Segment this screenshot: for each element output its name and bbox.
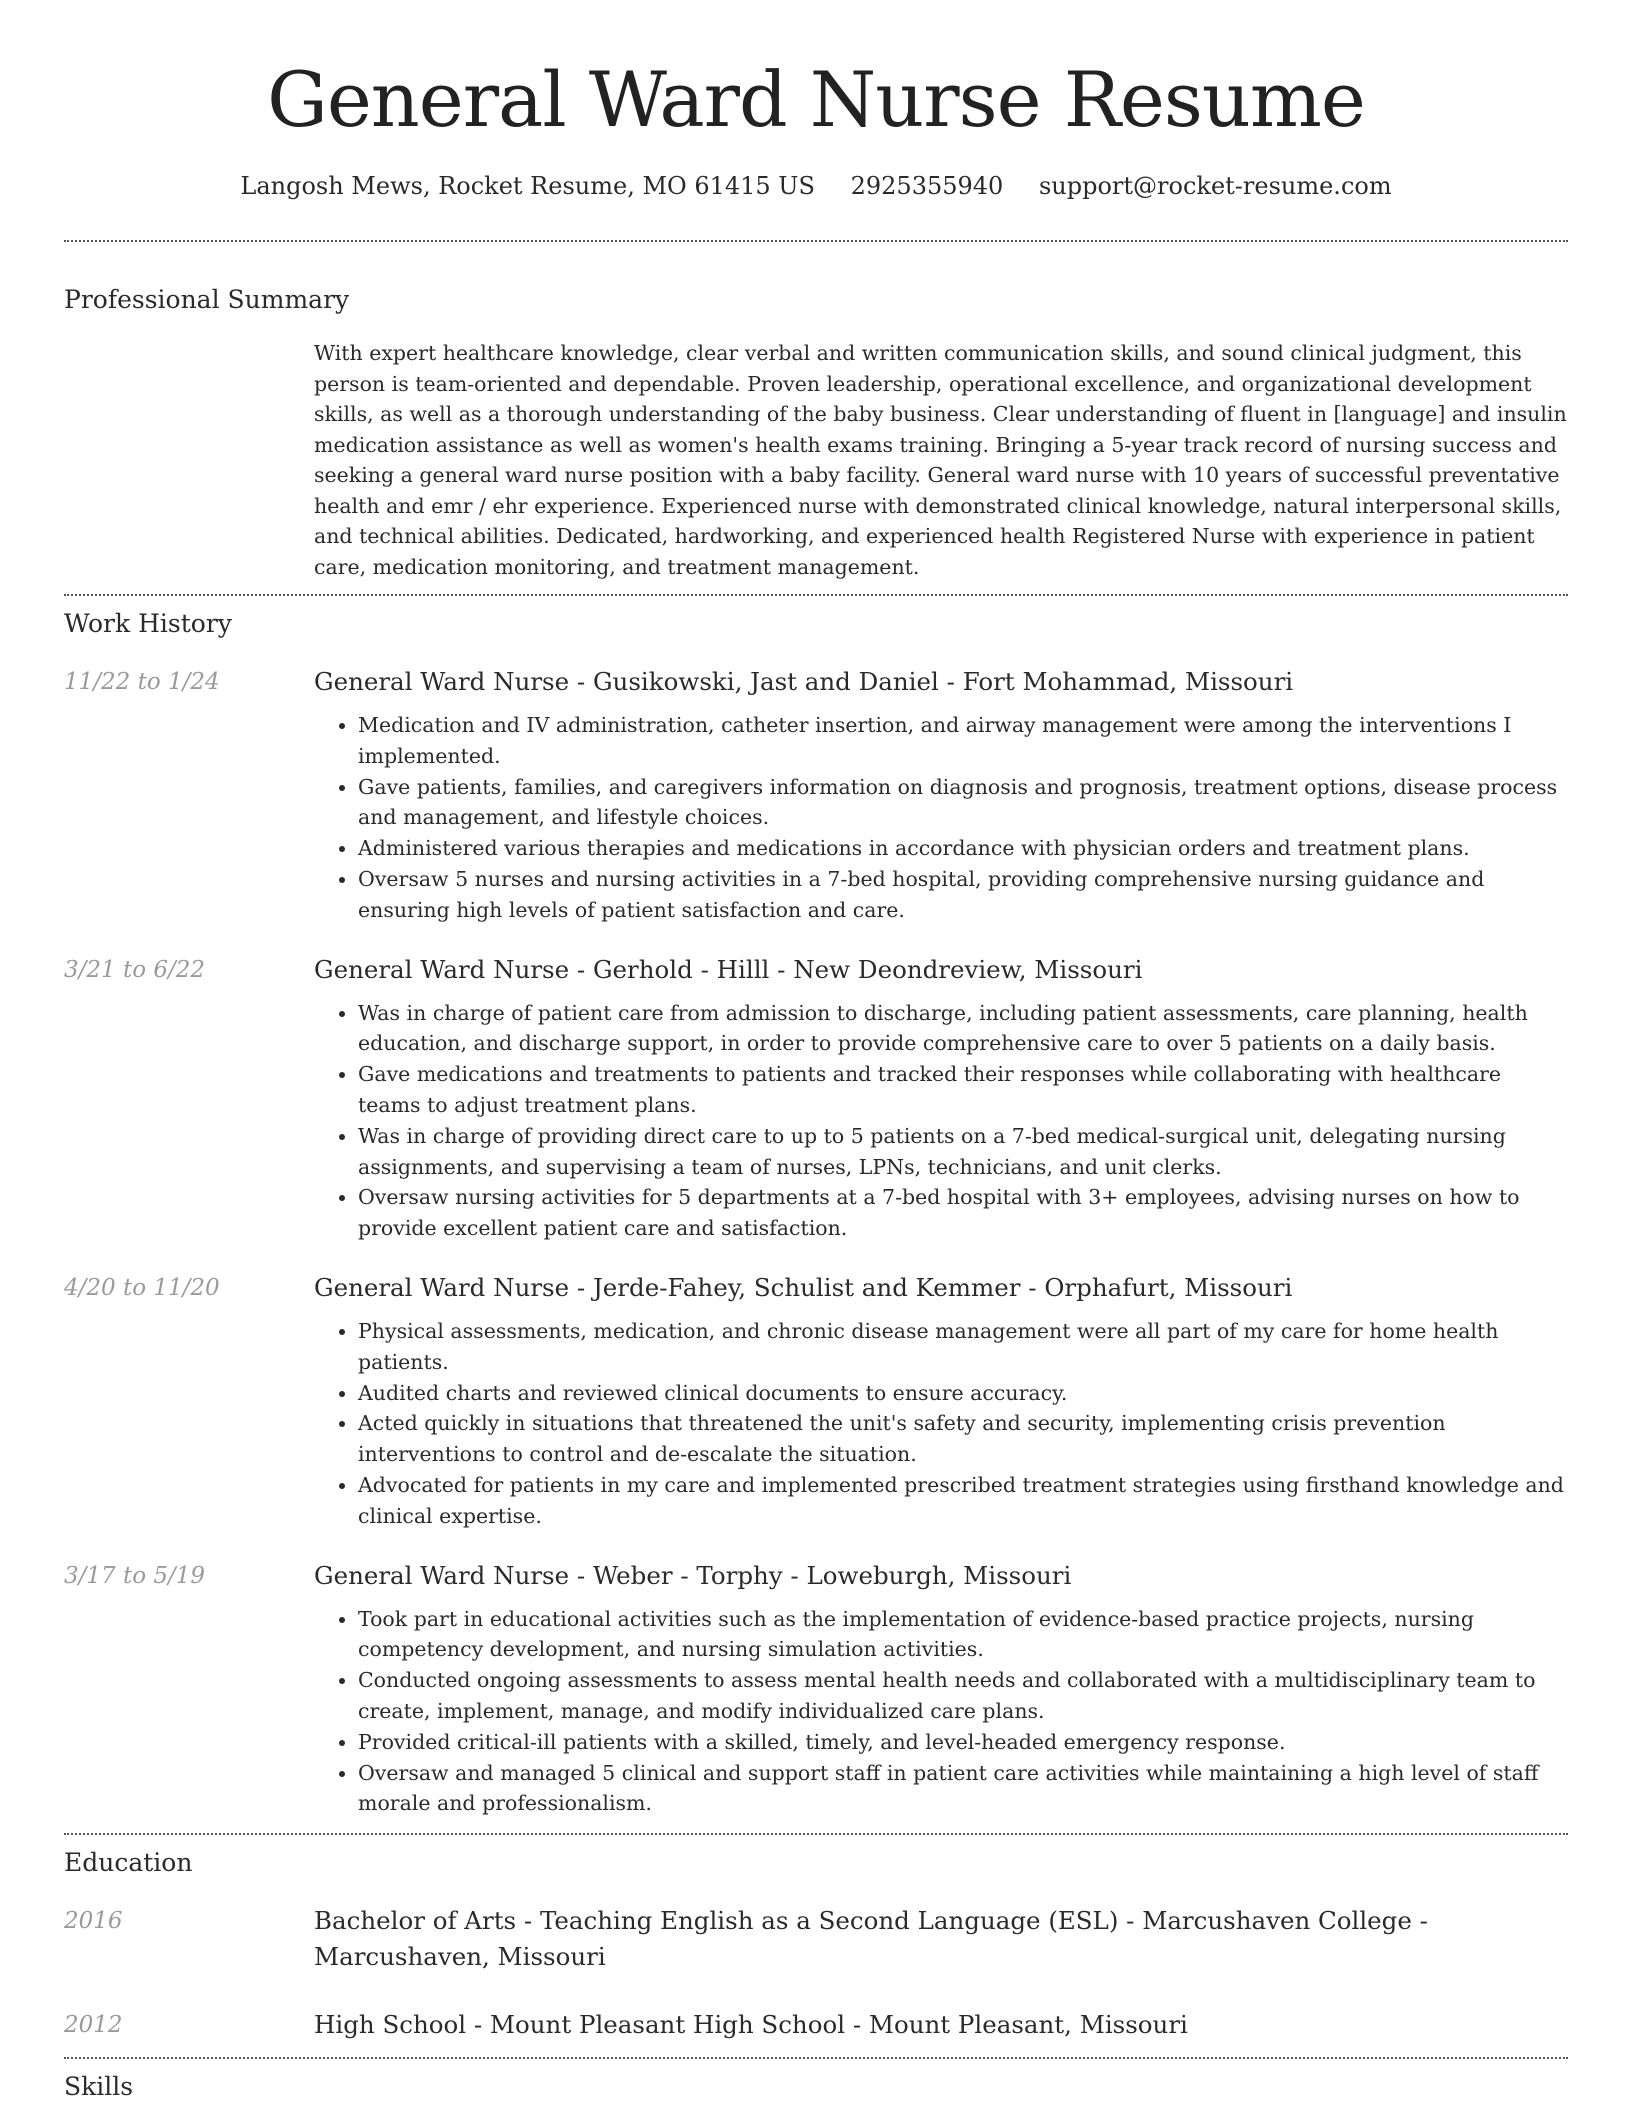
job-entry (64, 1558, 1568, 1820)
job-bullets (314, 998, 1568, 1244)
job-dates: 3/21 to 6/22 (64, 956, 206, 983)
summary-row (64, 338, 1568, 582)
list-item: • Physical assessments, medication, and chronic disease management were all part of my care for home health patients. (358, 1316, 1568, 1378)
job-dates: 3/17 to 5/19 (64, 1562, 206, 1589)
divider (64, 1833, 1568, 1835)
job-title: General Ward Nurse - Weber - Torphy - Loweburgh, Missouri (314, 1560, 1072, 1590)
job-bullets (314, 1604, 1568, 1820)
list-item: • Gave patients, families, and caregivers information on diagnosis and prognosis, treatment options, disease process and management, and lifestyle choices. (358, 772, 1568, 834)
job-entry (64, 664, 1568, 926)
contact-address: Langosh Mews, Rocket Resume, MO 61415 US (240, 172, 815, 200)
contact-phone: 2925355940 (850, 172, 1004, 200)
education-title: High School - Mount Pleasant High School - Mount Pleasant, Missouri (314, 2010, 1188, 2040)
summary-text: With expert healthcare knowledge, clear verbal and written communication skills, and sound clinical judgment, this person is team-oriented and dependable. Proven leadership, operational excellence, and organizational development skills, as well as a thorough understanding of the baby business. Clear understanding of fluent in [language] and insulin medication assistance as well as women's health exams training. Bringing a 5-year track record of nursing success and seeking a general ward nurse position with a baby facility. General ward nurse with 10 years of successful preventative health and emr / ehr experience. Experienced nurse with demonstrated clinical knowledge, natural interpersonal skills, and technical abilities. Dedicated, hardworking, and experienced health Registered Nurse with experience in patient care, medication monitoring, and treatment management. (314, 341, 1567, 579)
education-year: 2016 (64, 1908, 123, 1935)
section-title-summary: Professional Summary (64, 285, 350, 314)
list-item: • Was in charge of providing direct care to up to 5 patients on a 7-bed medical-surgical unit, delegating nursing assignments, and supervising a team of nurses, LPNs, technicians, and unit clerks. (358, 1121, 1568, 1183)
list-item: • Advocated for patients in my care and implemented prescribed treatment strategies using firsthand knowledge and clinical expertise. (358, 1470, 1568, 1532)
list-item: • Administered various therapies and medications in accordance with physician orders and treatment plans. (358, 833, 1568, 864)
summary-left (64, 338, 314, 582)
job-entry (64, 1270, 1568, 1532)
education-year: 2012 (64, 2012, 123, 2039)
list-item: • Oversaw nursing activities for 5 departments at a 7-bed hospital with 3+ employees, advising nurses on how to provide excellent patient care and satisfaction. (358, 1182, 1568, 1244)
list-item: • Medication and IV administration, catheter insertion, and airway management were among the interventions I implemented. (358, 710, 1568, 772)
job-dates: 4/20 to 11/20 (64, 1274, 220, 1301)
education-title: Bachelor of Arts - Teaching English as a Second Language (ESL) - Marcushaven College - Marcushaven, Missouri (314, 1906, 1428, 1972)
section-title-education: Education (64, 1848, 193, 1878)
list-item: • Provided critical-ill patients with a skilled, timely, and level-headed emergency response. (358, 1727, 1568, 1758)
job-bullets (314, 710, 1568, 926)
job-details (314, 952, 1568, 1244)
list-item: • Gave medications and treatments to patients and tracked their responses while collaborating with healthcare teams to adjust treatment plans. (358, 1059, 1568, 1121)
job-title: General Ward Nurse - Gusikowski, Jast and Daniel - Fort Mohammad, Missouri (314, 667, 1294, 696)
education-entry (64, 2007, 1568, 2043)
job-title: General Ward Nurse - Jerde-Fahey, Schulist and Kemmer - Orphafurt, Missouri (314, 1272, 1293, 1302)
contact-email: support@rocket-resume.com (1038, 172, 1392, 200)
job-details (314, 664, 1568, 926)
job-entry (64, 952, 1568, 1244)
job-dates: 11/22 to 1/24 (64, 669, 220, 695)
job-bullets (314, 1316, 1568, 1532)
divider (64, 2057, 1568, 2059)
job-details (314, 1558, 1568, 1820)
job-title: General Ward Nurse - Gerhold - Hilll - New Deondreview, Missouri (314, 954, 1143, 984)
contact-line (64, 168, 1568, 204)
section-title-skills: Skills (64, 2072, 134, 2102)
list-item: • Took part in educational activities such as the implementation of evidence-based practice projects, nursing competency development, and nursing simulation activities. (358, 1604, 1568, 1666)
resume-page (64, 0, 1568, 2105)
list-item: • Acted quickly in situations that threatened the unit's safety and security, implementing crisis prevention interventions to control and de-escalate the situation. (358, 1408, 1568, 1470)
section-title-work: Work History (64, 609, 232, 638)
list-item: • Was in charge of patient care from admission to discharge, including patient assessments, care planning, health education, and discharge support, in order to provide comprehensive care to over 5 patients on a daily basis. (358, 998, 1568, 1060)
education-entry (64, 1903, 1568, 1975)
list-item: • Oversaw 5 nurses and nursing activities in a 7-bed hospital, providing comprehensive nursing guidance and ensuring high levels of patient satisfaction and care. (358, 864, 1568, 926)
job-details (314, 1270, 1568, 1532)
list-item: • Audited charts and reviewed clinical documents to ensure accuracy. (358, 1378, 1568, 1409)
list-item: • Conducted ongoing assessments to assess mental health needs and collaborated with a multidisciplinary team to create, implement, manage, and modify individualized care plans. (358, 1665, 1568, 1727)
divider (64, 594, 1568, 596)
resume-title: General Ward Nurse Resume (267, 55, 1365, 144)
list-item: • Oversaw and managed 5 clinical and support staff in patient care activities while maintaining a high level of staff morale and professionalism. (358, 1758, 1568, 1820)
divider (64, 240, 1568, 242)
